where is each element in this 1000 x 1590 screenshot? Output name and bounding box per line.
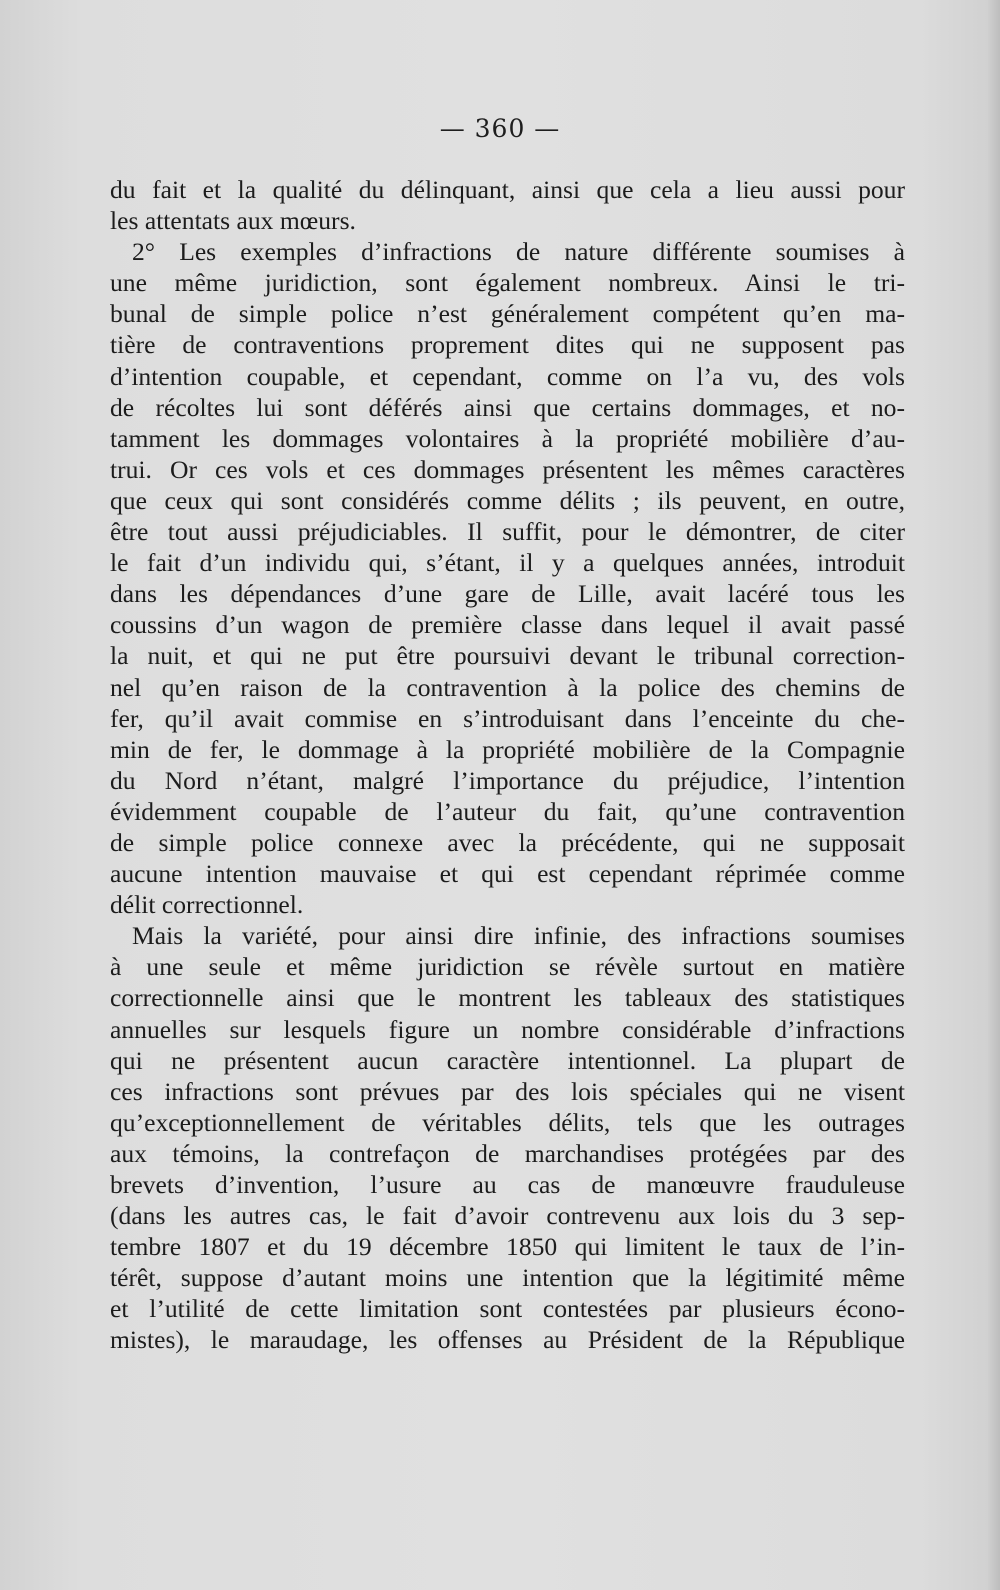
text-line: délit correctionnel. bbox=[110, 890, 304, 920]
text-line: d’intention coupable, et cependant, comme on l’a vu, des vols bbox=[110, 361, 905, 391]
text-line: et l’utilité de cette limitation sont contestées par plusieurs écono- bbox=[110, 1294, 905, 1324]
text-line: nel qu’en raison de la contravention à la police des chemins de bbox=[110, 672, 905, 702]
text-line: 2° Les exemples d’infractions de nature différente soumises à bbox=[132, 237, 905, 267]
text-line: évidemment coupable de l’auteur du fait, qu’une contravention bbox=[110, 796, 905, 826]
text-line: à une seule et même juridiction se révèle surtout en matière bbox=[110, 952, 905, 982]
text-line: (dans les autres cas, le fait d’avoir contrevenu aux lois du 3 sep- bbox=[110, 1201, 905, 1231]
text-line: Mais la variété, pour ainsi dire infinie, des infractions soumises bbox=[132, 921, 905, 951]
page-edge bbox=[988, 0, 1000, 1590]
text-line: de récoltes lui sont déférés ainsi que certains dommages, et no- bbox=[110, 392, 905, 422]
body-text bbox=[110, 174, 905, 1356]
text-line: qu’exceptionnellement de véritables délits, tels que les outrages bbox=[110, 1107, 905, 1137]
text-line: de simple police connexe avec la précédente, qui ne supposait bbox=[110, 827, 905, 857]
text-line: du Nord n’étant, malgré l’importance du préjudice, l’intention bbox=[110, 765, 905, 795]
text-line: être tout aussi préjudiciables. Il suffit, pour le démontrer, de citer bbox=[110, 517, 905, 547]
text-line: la nuit, et qui ne put être poursuivi devant le tribunal correction- bbox=[110, 641, 905, 671]
text-line: que ceux qui sont considérés comme délits ; ils peuvent, en outre, bbox=[110, 485, 905, 515]
text-line: trui. Or ces vols et ces dommages présentent les mêmes caractères bbox=[110, 454, 905, 484]
text-line: dans les dépendances d’une gare de Lille, avait lacéré tous les bbox=[110, 579, 905, 609]
text-line: correctionnelle ainsi que le montrent les tableaux des statistiques bbox=[110, 983, 905, 1013]
text-line: aucune intention mauvaise et qui est cependant réprimée comme bbox=[110, 859, 905, 889]
text-line: le fait d’un individu qui, s’étant, il y a quelques années, introduit bbox=[110, 548, 905, 578]
text-line: tembre 1807 et du 19 décembre 1850 qui limitent le taux de l’in- bbox=[110, 1232, 905, 1262]
text-line: une même juridiction, sont également nombreux. Ainsi le tri- bbox=[110, 268, 905, 298]
text-line: mistes), le maraudage, les offenses au Président de la République bbox=[110, 1325, 905, 1355]
text-line: brevets d’invention, l’usure au cas de manœuvre frauduleuse bbox=[110, 1170, 905, 1199]
text-line: tière de contraventions proprement dites qui ne supposent pas bbox=[110, 330, 905, 360]
text-line: ces infractions sont prévues par des lois spéciales qui ne visent bbox=[110, 1076, 905, 1106]
text-line: du fait et la qualité du délinquant, ainsi que cela a lieu aussi pour bbox=[110, 175, 905, 204]
text-line: les attentats aux mœurs. bbox=[110, 206, 356, 236]
text-line: fer, qu’il avait commise en s’introduisant dans l’enceinte du che- bbox=[110, 703, 905, 733]
text-line: coussins d’un wagon de première classe dans lequel il avait passé bbox=[110, 610, 905, 640]
text-line: tamment les dommages volontaires à la propriété mobilière d’au- bbox=[110, 423, 905, 453]
text-line: min de fer, le dommage à la propriété mobilière de la Compagnie bbox=[110, 734, 905, 764]
text-line: térêt, suppose d’autant moins une intention que la légitimité même bbox=[110, 1263, 905, 1293]
text-line: annuelles sur lesquels figure un nombre considérable d’infractions bbox=[110, 1014, 905, 1044]
text-line: bunal de simple police n’est généralement compétent qu’en ma- bbox=[110, 299, 905, 329]
text-line: qui ne présentent aucun caractère intentionnel. La plupart de bbox=[110, 1045, 905, 1075]
page-number: — 360 — bbox=[439, 114, 561, 143]
text-line: aux témoins, la contrefaçon de marchandises protégées par des bbox=[110, 1138, 905, 1168]
